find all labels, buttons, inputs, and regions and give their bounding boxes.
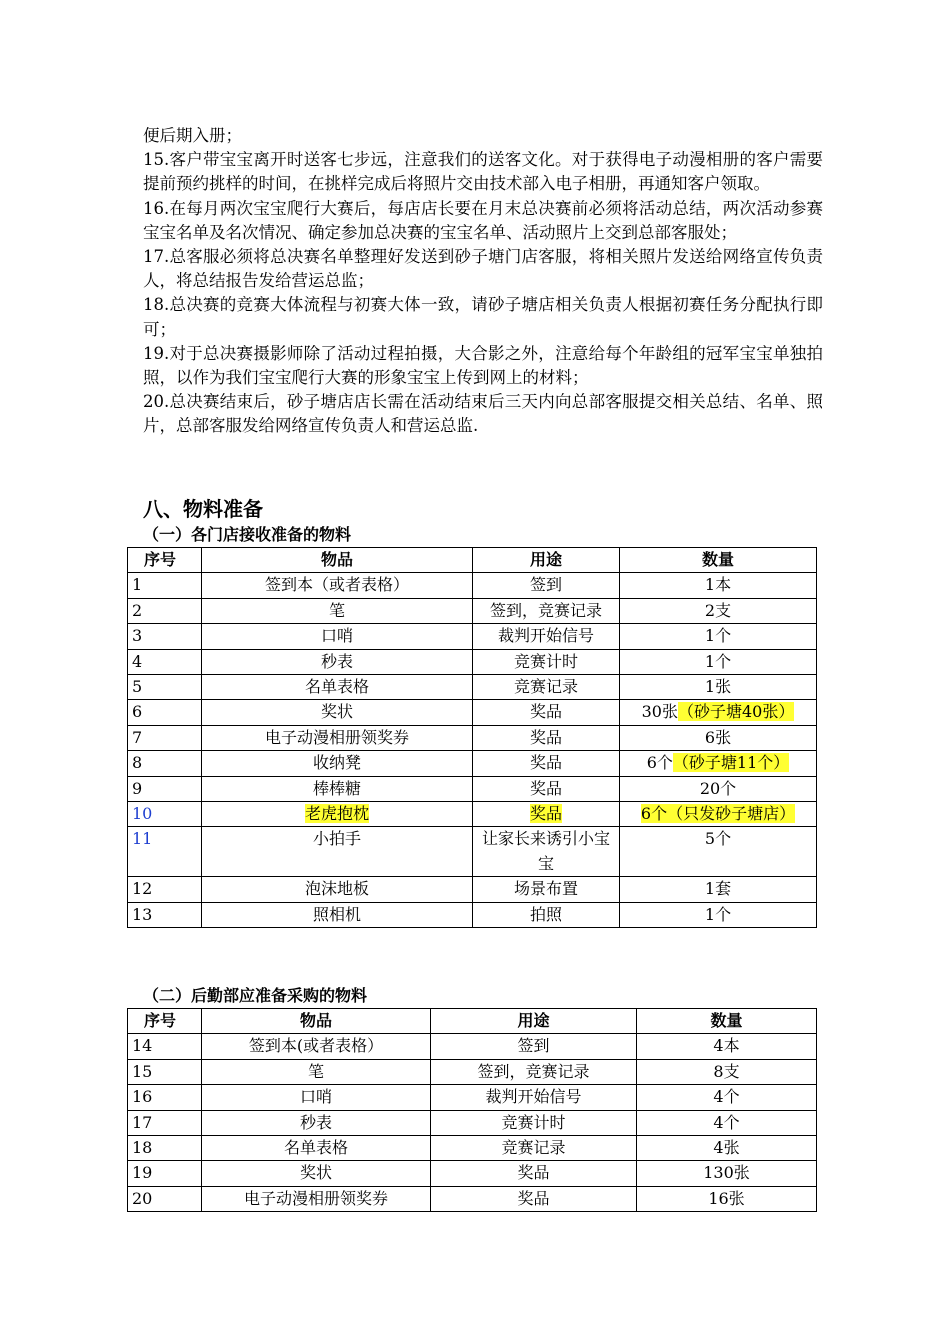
table-header-row <box>128 1009 817 1034</box>
item-name: 笔 <box>202 1059 431 1084</box>
item-purpose: 竞赛计时 <box>473 649 620 674</box>
table-row <box>128 1136 817 1161</box>
table-header-row <box>128 548 817 573</box>
item-purpose: 奖品 <box>431 1186 637 1211</box>
row-number: 7 <box>128 725 202 750</box>
item-quantity: 2支 <box>620 598 817 623</box>
table-row <box>128 1110 817 1135</box>
table2-title: （二）后勤部应准备采购的物料 <box>143 986 368 1005</box>
row-number: 13 <box>128 902 202 927</box>
item-quantity: 4个 <box>637 1085 817 1110</box>
paragraph: 20.总决赛结束后，砂子塘店店长需在活动结束后三天内向总部客服提交相关总结、名单、照片，总部客服发给网络宣传负责人和营运总监. <box>143 392 823 436</box>
item-purpose: 拍照 <box>473 902 620 927</box>
table-row <box>128 1186 817 1211</box>
item-quantity: 1个 <box>620 624 817 649</box>
item-purpose: 签到 <box>473 573 620 598</box>
row-number: 15 <box>128 1059 202 1084</box>
row-number: 16 <box>128 1085 202 1110</box>
header-cell: 物品 <box>202 548 473 573</box>
item-purpose: 竞赛记录 <box>473 675 620 700</box>
header-cell: 序号 <box>128 1009 202 1034</box>
paragraph: 18.总决赛的竞赛大体流程与初赛大体一致，请砂子塘店相关负责人根据初赛任务分配执行即可； <box>143 295 823 339</box>
body-paragraphs <box>143 124 823 439</box>
item-quantity: 1本 <box>620 573 817 598</box>
item-quantity: 4本 <box>637 1034 817 1059</box>
row-number: 2 <box>128 598 202 623</box>
row-number: 17 <box>128 1110 202 1135</box>
table-row <box>128 877 817 902</box>
item-name: 笔 <box>202 598 473 623</box>
row-number: 6 <box>128 700 202 725</box>
row-number: 5 <box>128 675 202 700</box>
table-row <box>128 649 817 674</box>
item-purpose: 裁判开始信号 <box>431 1085 637 1110</box>
paragraph: 便后期入册； <box>143 126 242 145</box>
table-row <box>128 1085 817 1110</box>
item-quantity: 4个 <box>637 1110 817 1135</box>
item-name: 名单表格 <box>202 675 473 700</box>
item-name: 照相机 <box>202 902 473 927</box>
row-number: 8 <box>128 751 202 776</box>
highlighted-note: （砂子塘11个） <box>672 753 790 773</box>
header-cell: 用途 <box>473 548 620 573</box>
header-cell: 数量 <box>637 1009 817 1034</box>
item-name: 秒表 <box>202 1110 431 1135</box>
item-quantity: 4张 <box>637 1136 817 1161</box>
section-title: 八、物料准备 <box>143 497 263 521</box>
row-number: 4 <box>128 649 202 674</box>
item-name: 奖状 <box>202 1161 431 1186</box>
item-purpose: 签到 <box>431 1034 637 1059</box>
item-name: 电子动漫相册领奖券 <box>202 725 473 750</box>
item-purpose <box>473 802 620 827</box>
item-name <box>202 802 473 827</box>
header-cell: 用途 <box>431 1009 637 1034</box>
item-name: 口哨 <box>202 1085 431 1110</box>
row-number: 1 <box>128 573 202 598</box>
quantity-value: 30张 <box>641 702 678 722</box>
table-row <box>128 1059 817 1084</box>
table-row <box>128 725 817 750</box>
materials-table-logistics <box>127 1008 817 1212</box>
item-name: 棒棒糖 <box>202 776 473 801</box>
item-purpose: 签到，竞赛记录 <box>431 1059 637 1084</box>
item-name: 收纳凳 <box>202 751 473 776</box>
table-row <box>128 802 817 827</box>
highlighted-item-quantity: 6个（只发砂子塘店） <box>640 804 796 824</box>
item-purpose: 奖品 <box>473 725 620 750</box>
table-row <box>128 700 817 725</box>
table-row <box>128 573 817 598</box>
item-quantity: 1个 <box>620 902 817 927</box>
item-purpose: 让家长来诱引小宝宝 <box>473 827 620 877</box>
item-name: 口哨 <box>202 624 473 649</box>
item-name: 秒表 <box>202 649 473 674</box>
item-quantity: 5个 <box>620 827 817 877</box>
quantity-value: 6个 <box>646 753 673 773</box>
row-number: 9 <box>128 776 202 801</box>
item-name: 电子动漫相册领奖券 <box>202 1186 431 1211</box>
table1-title: （一）各门店接收准备的物料 <box>143 525 352 544</box>
item-quantity <box>620 802 817 827</box>
paragraph: 19.对于总决赛摄影师除了活动过程拍摄，大合影之外，注意给每个年龄组的冠军宝宝单独拍照，以作为我们宝宝爬行大赛的形象宝宝上传到网上的材料； <box>143 343 823 388</box>
paragraph: 16.在每月两次宝宝爬行大赛后，每店店长要在月末总决赛前必须将活动总结，两次活动参赛宝宝名单及名次情况、确定参加总决赛的宝宝名单、活动照片上交到总部客服处； <box>143 198 823 242</box>
item-quantity <box>620 700 817 725</box>
item-quantity: 130张 <box>637 1161 817 1186</box>
item-purpose: 奖品 <box>473 776 620 801</box>
item-quantity <box>620 751 817 776</box>
row-number: 11 <box>128 827 202 877</box>
highlighted-item-purpose: 奖品 <box>529 804 562 824</box>
table-row <box>128 751 817 776</box>
row-number: 18 <box>128 1136 202 1161</box>
table-row <box>128 675 817 700</box>
header-cell: 物品 <box>202 1009 431 1034</box>
highlighted-item-name: 老虎抱枕 <box>304 804 369 824</box>
item-purpose: 场景布置 <box>473 877 620 902</box>
item-quantity: 1套 <box>620 877 817 902</box>
item-purpose: 奖品 <box>473 700 620 725</box>
header-cell: 序号 <box>128 548 202 573</box>
item-name: 签到本（或者表格） <box>202 573 473 598</box>
table-row <box>128 624 817 649</box>
row-number: 20 <box>128 1186 202 1211</box>
item-name: 奖状 <box>202 700 473 725</box>
table-row <box>128 1161 817 1186</box>
item-name: 泡沫地板 <box>202 877 473 902</box>
table-row <box>128 902 817 927</box>
paragraph: 15.客户带宝宝离开时送客七步远，注意我们的送客文化。对于获得电子动漫相册的客户需要提前预约挑样的时间，在挑样完成后将照片交由技术部入电子相册，再通知客户领取。 <box>143 150 823 194</box>
table-row <box>128 776 817 801</box>
item-quantity: 1个 <box>620 649 817 674</box>
row-number: 3 <box>128 624 202 649</box>
item-name: 名单表格 <box>202 1136 431 1161</box>
row-number: 12 <box>128 877 202 902</box>
header-cell: 数量 <box>620 548 817 573</box>
row-number: 14 <box>128 1034 202 1059</box>
item-purpose: 奖品 <box>473 751 620 776</box>
item-quantity: 1张 <box>620 675 817 700</box>
item-quantity: 20个 <box>620 776 817 801</box>
item-purpose: 奖品 <box>431 1161 637 1186</box>
materials-table-stores <box>127 547 817 928</box>
row-number: 19 <box>128 1161 202 1186</box>
table-row <box>128 598 817 623</box>
item-name: 签到本(或者表格） <box>202 1034 431 1059</box>
table-row <box>128 1034 817 1059</box>
item-quantity: 8支 <box>637 1059 817 1084</box>
item-quantity: 16张 <box>637 1186 817 1211</box>
row-number: 10 <box>128 802 202 827</box>
item-purpose: 裁判开始信号 <box>473 624 620 649</box>
item-purpose: 竞赛计时 <box>431 1110 637 1135</box>
item-purpose: 竞赛记录 <box>431 1136 637 1161</box>
highlighted-note: （砂子塘40张） <box>678 702 795 722</box>
item-purpose: 签到，竞赛记录 <box>473 598 620 623</box>
table-row <box>128 827 817 877</box>
paragraph: 17.总客服必须将总决赛名单整理好发送到砂子塘门店客服，将相关照片发送给网络宣传负责人，将总结报告发给营运总监； <box>143 247 823 291</box>
item-name: 小拍手 <box>202 827 473 877</box>
item-quantity: 6张 <box>620 725 817 750</box>
